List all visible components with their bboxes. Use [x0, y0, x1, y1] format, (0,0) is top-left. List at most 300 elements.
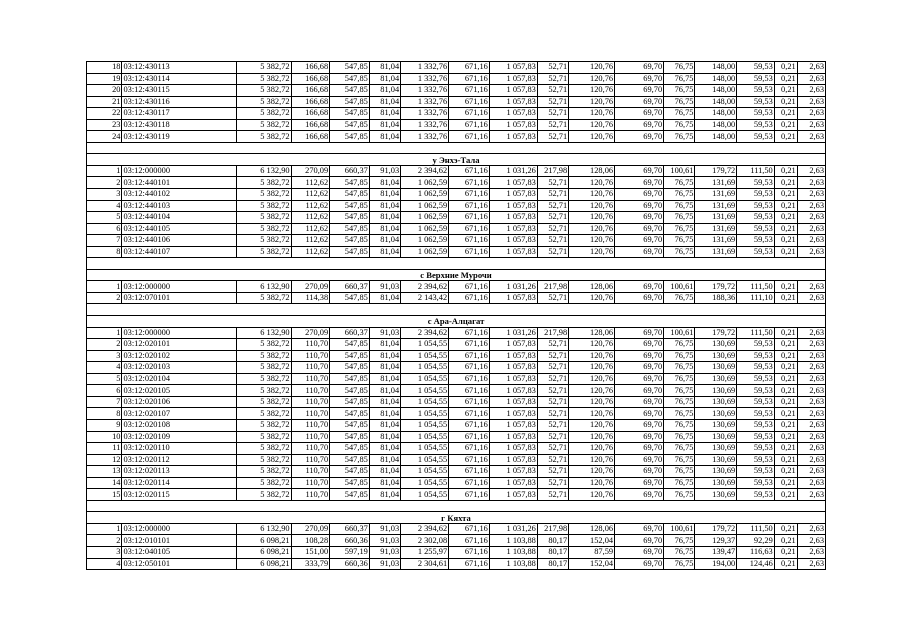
value-cell: 52,71: [537, 235, 568, 247]
value-cell: 81,04: [369, 443, 400, 455]
value-cell: 2,63: [797, 339, 825, 351]
value-cell: 671,16: [449, 131, 490, 143]
value-cell: 671,16: [449, 350, 490, 362]
value-cell: 76,75: [664, 546, 695, 558]
value-cell: 671,16: [449, 119, 490, 131]
value-cell: 0,21: [774, 546, 797, 558]
value-cell: 1 054,55: [401, 396, 449, 408]
value-cell: 76,75: [664, 443, 695, 455]
row-number-cell: 14: [87, 477, 122, 489]
value-cell: 0,21: [774, 350, 797, 362]
value-cell: 81,04: [369, 212, 400, 224]
value-cell: 120,76: [569, 189, 615, 201]
value-cell: 69,70: [615, 108, 664, 120]
value-cell: 0,21: [774, 408, 797, 420]
value-cell: 59,53: [737, 223, 775, 235]
value-cell: 5 382,72: [237, 419, 291, 431]
value-cell: 1 054,55: [401, 373, 449, 385]
value-cell: 2,63: [797, 108, 825, 120]
value-cell: 671,16: [449, 96, 490, 108]
value-cell: 69,70: [615, 454, 664, 466]
value-cell: 110,70: [291, 362, 330, 374]
value-cell: 52,71: [537, 73, 568, 85]
value-cell: 2,63: [797, 246, 825, 258]
value-cell: 76,75: [664, 96, 695, 108]
value-cell: 1 054,55: [401, 362, 449, 374]
value-cell: 81,04: [369, 466, 400, 478]
cadastral-code-cell: 03:12:020108: [122, 419, 237, 431]
value-cell: 2,63: [797, 189, 825, 201]
cadastral-code-cell: 03:12:050101: [122, 558, 237, 570]
value-cell: 69,70: [615, 419, 664, 431]
value-cell: 69,70: [615, 119, 664, 131]
value-cell: 111,50: [737, 165, 775, 177]
cadastral-code-cell: 03:12:000000: [122, 281, 237, 293]
value-cell: 1 031,26: [489, 327, 537, 339]
value-cell: 91,03: [369, 327, 400, 339]
table-row: [87, 535, 826, 547]
value-cell: 76,75: [664, 431, 695, 443]
value-cell: 1 057,83: [489, 431, 537, 443]
section-title: с Верхние Мурочи: [87, 269, 826, 281]
section-header-row: [87, 154, 826, 166]
value-cell: 69,70: [615, 477, 664, 489]
value-cell: 80,17: [537, 546, 568, 558]
spacer-cell: [87, 142, 826, 154]
value-cell: 194,00: [695, 558, 737, 570]
value-cell: 130,69: [695, 396, 737, 408]
value-cell: 671,16: [449, 535, 490, 547]
value-cell: 2 143,42: [401, 292, 449, 304]
value-cell: 76,75: [664, 350, 695, 362]
value-cell: 128,06: [569, 281, 615, 293]
value-cell: 5 382,72: [237, 96, 291, 108]
value-cell: 671,16: [449, 419, 490, 431]
value-cell: 166,68: [291, 73, 330, 85]
value-cell: 671,16: [449, 385, 490, 397]
value-cell: 0,21: [774, 212, 797, 224]
value-cell: 2,63: [797, 350, 825, 362]
value-cell: 6 132,90: [237, 327, 291, 339]
value-cell: 110,70: [291, 466, 330, 478]
value-cell: 59,53: [737, 350, 775, 362]
value-cell: 2,63: [797, 431, 825, 443]
value-cell: 110,70: [291, 454, 330, 466]
value-cell: 52,71: [537, 223, 568, 235]
value-cell: 52,71: [537, 85, 568, 97]
value-cell: 91,03: [369, 535, 400, 547]
value-cell: 112,62: [291, 223, 330, 235]
value-cell: 1 062,59: [401, 212, 449, 224]
value-cell: 148,00: [695, 85, 737, 97]
value-cell: 112,62: [291, 177, 330, 189]
value-cell: 110,70: [291, 431, 330, 443]
value-cell: 660,37: [330, 165, 370, 177]
value-cell: 81,04: [369, 454, 400, 466]
value-cell: 1 057,83: [489, 454, 537, 466]
table-row: [87, 546, 826, 558]
value-cell: 130,69: [695, 362, 737, 374]
value-cell: 130,69: [695, 477, 737, 489]
table-row: [87, 327, 826, 339]
value-cell: 660,37: [330, 523, 370, 535]
value-cell: 52,71: [537, 362, 568, 374]
value-cell: 1 057,83: [489, 200, 537, 212]
cadastral-code-cell: 03:12:010101: [122, 535, 237, 547]
value-cell: 333,79: [291, 558, 330, 570]
table-row: [87, 131, 826, 143]
value-cell: 0,21: [774, 96, 797, 108]
value-cell: 547,85: [330, 292, 370, 304]
value-cell: 1 054,55: [401, 339, 449, 351]
value-cell: 2,63: [797, 96, 825, 108]
value-cell: 2 394,62: [401, 523, 449, 535]
value-cell: 179,72: [695, 523, 737, 535]
table-row: [87, 431, 826, 443]
value-cell: 76,75: [664, 108, 695, 120]
value-cell: 69,70: [615, 523, 664, 535]
value-cell: 2,63: [797, 62, 825, 74]
value-cell: 100,61: [664, 523, 695, 535]
value-cell: 0,21: [774, 466, 797, 478]
value-cell: 69,70: [615, 62, 664, 74]
value-cell: 5 382,72: [237, 200, 291, 212]
value-cell: 1 054,55: [401, 431, 449, 443]
cadastral-code-cell: 03:12:000000: [122, 165, 237, 177]
cadastral-code-cell: 03:12:440104: [122, 212, 237, 224]
value-cell: 2,63: [797, 85, 825, 97]
value-cell: 179,72: [695, 281, 737, 293]
cadastral-code-cell: 03:12:440105: [122, 223, 237, 235]
value-cell: 59,53: [737, 200, 775, 212]
value-cell: 2,63: [797, 385, 825, 397]
table-row: [87, 96, 826, 108]
value-cell: 1 057,83: [489, 489, 537, 501]
spacer-cell: [87, 304, 826, 316]
value-cell: 76,75: [664, 385, 695, 397]
value-cell: 120,76: [569, 489, 615, 501]
value-cell: 166,68: [291, 96, 330, 108]
value-cell: 188,36: [695, 292, 737, 304]
row-number-cell: 22: [87, 108, 122, 120]
value-cell: 0,21: [774, 396, 797, 408]
value-cell: 1 054,55: [401, 385, 449, 397]
value-cell: 5 382,72: [237, 385, 291, 397]
value-cell: 129,37: [695, 535, 737, 547]
value-cell: 148,00: [695, 96, 737, 108]
table-row: [87, 419, 826, 431]
value-cell: 0,21: [774, 177, 797, 189]
table-row: [87, 454, 826, 466]
value-cell: 5 382,72: [237, 131, 291, 143]
value-cell: 69,70: [615, 466, 664, 478]
cadastral-code-cell: 03:12:440103: [122, 200, 237, 212]
value-cell: 5 382,72: [237, 85, 291, 97]
section-title: г Кяхта: [87, 512, 826, 524]
spacer-row: [87, 500, 826, 512]
value-cell: 5 382,72: [237, 246, 291, 258]
value-cell: 166,68: [291, 85, 330, 97]
value-cell: 69,70: [615, 339, 664, 351]
value-cell: 2,63: [797, 119, 825, 131]
value-cell: 671,16: [449, 362, 490, 374]
value-cell: 69,70: [615, 327, 664, 339]
value-cell: 547,85: [330, 177, 370, 189]
value-cell: 0,21: [774, 339, 797, 351]
value-cell: 131,69: [695, 235, 737, 247]
value-cell: 0,21: [774, 362, 797, 374]
value-cell: 112,62: [291, 189, 330, 201]
value-cell: 671,16: [449, 373, 490, 385]
value-cell: 76,75: [664, 339, 695, 351]
row-number-cell: 4: [87, 362, 122, 374]
value-cell: 547,85: [330, 131, 370, 143]
value-cell: 1 057,83: [489, 373, 537, 385]
value-cell: 69,70: [615, 212, 664, 224]
value-cell: 2 394,62: [401, 327, 449, 339]
value-cell: 76,75: [664, 558, 695, 570]
value-cell: 76,75: [664, 177, 695, 189]
value-cell: 148,00: [695, 73, 737, 85]
value-cell: 671,16: [449, 108, 490, 120]
value-cell: 120,76: [569, 477, 615, 489]
value-cell: 0,21: [774, 73, 797, 85]
value-cell: 114,38: [291, 292, 330, 304]
value-cell: 120,76: [569, 419, 615, 431]
value-cell: 120,76: [569, 131, 615, 143]
value-cell: 0,21: [774, 281, 797, 293]
value-cell: 59,53: [737, 408, 775, 420]
value-cell: 76,75: [664, 292, 695, 304]
value-cell: 120,76: [569, 350, 615, 362]
value-cell: 660,37: [330, 281, 370, 293]
value-cell: 1 031,26: [489, 165, 537, 177]
value-cell: 5 382,72: [237, 62, 291, 74]
cadastral-code-cell: 03:12:440102: [122, 189, 237, 201]
cadastral-code-cell: 03:12:430114: [122, 73, 237, 85]
value-cell: 0,21: [774, 523, 797, 535]
value-cell: 217,98: [537, 165, 568, 177]
value-cell: 76,75: [664, 131, 695, 143]
value-cell: 1 057,83: [489, 212, 537, 224]
value-cell: 2,63: [797, 223, 825, 235]
value-cell: 120,76: [569, 119, 615, 131]
value-cell: 52,71: [537, 108, 568, 120]
value-cell: 110,70: [291, 419, 330, 431]
cadastral-code-cell: 03:12:020103: [122, 362, 237, 374]
value-cell: 148,00: [695, 119, 737, 131]
value-cell: 76,75: [664, 373, 695, 385]
value-cell: 217,98: [537, 523, 568, 535]
value-cell: 76,75: [664, 466, 695, 478]
value-cell: 0,21: [774, 489, 797, 501]
value-cell: 120,76: [569, 246, 615, 258]
value-cell: 1 057,83: [489, 177, 537, 189]
cadastral-code-cell: 03:12:000000: [122, 327, 237, 339]
value-cell: 59,53: [737, 477, 775, 489]
value-cell: 5 382,72: [237, 408, 291, 420]
value-cell: 547,85: [330, 119, 370, 131]
row-number-cell: 2: [87, 292, 122, 304]
value-cell: 130,69: [695, 373, 737, 385]
value-cell: 0,21: [774, 477, 797, 489]
value-cell: 152,04: [569, 558, 615, 570]
value-cell: 547,85: [330, 189, 370, 201]
value-cell: 59,53: [737, 373, 775, 385]
value-cell: 76,75: [664, 85, 695, 97]
row-number-cell: 6: [87, 385, 122, 397]
value-cell: 547,85: [330, 200, 370, 212]
cadastral-code-cell: 03:12:020102: [122, 350, 237, 362]
value-cell: 671,16: [449, 62, 490, 74]
value-cell: 59,53: [737, 235, 775, 247]
value-cell: 120,76: [569, 96, 615, 108]
value-cell: 112,62: [291, 212, 330, 224]
value-cell: 52,71: [537, 177, 568, 189]
row-number-cell: 11: [87, 443, 122, 455]
table-row: [87, 235, 826, 247]
value-cell: 1 054,55: [401, 408, 449, 420]
value-cell: 671,16: [449, 327, 490, 339]
value-cell: 1 332,76: [401, 62, 449, 74]
value-cell: 110,70: [291, 477, 330, 489]
value-cell: 92,29: [737, 535, 775, 547]
value-cell: 52,71: [537, 62, 568, 74]
value-cell: 76,75: [664, 246, 695, 258]
value-cell: 52,71: [537, 477, 568, 489]
table-row: [87, 443, 826, 455]
row-number-cell: 10: [87, 431, 122, 443]
value-cell: 0,21: [774, 431, 797, 443]
value-cell: 52,71: [537, 373, 568, 385]
section-header-row: [87, 316, 826, 328]
value-cell: 130,69: [695, 339, 737, 351]
value-cell: 111,50: [737, 281, 775, 293]
row-number-cell: 5: [87, 212, 122, 224]
value-cell: 2,63: [797, 558, 825, 570]
section-header-row: [87, 269, 826, 281]
value-cell: 148,00: [695, 131, 737, 143]
value-cell: 151,00: [291, 546, 330, 558]
value-cell: 1 057,83: [489, 189, 537, 201]
value-cell: 660,37: [330, 327, 370, 339]
value-cell: 110,70: [291, 489, 330, 501]
value-cell: 81,04: [369, 350, 400, 362]
value-cell: 1 057,83: [489, 223, 537, 235]
row-number-cell: 19: [87, 73, 122, 85]
value-cell: 5 382,72: [237, 454, 291, 466]
value-cell: 76,75: [664, 408, 695, 420]
value-cell: 120,76: [569, 454, 615, 466]
value-cell: 1 054,55: [401, 477, 449, 489]
value-cell: 671,16: [449, 235, 490, 247]
value-cell: 5 382,72: [237, 177, 291, 189]
value-cell: 120,76: [569, 292, 615, 304]
value-cell: 81,04: [369, 385, 400, 397]
value-cell: 2,63: [797, 165, 825, 177]
value-cell: 1 054,55: [401, 466, 449, 478]
value-cell: 52,71: [537, 489, 568, 501]
row-number-cell: 5: [87, 373, 122, 385]
value-cell: 671,16: [449, 281, 490, 293]
value-cell: 2,63: [797, 477, 825, 489]
value-cell: 120,76: [569, 339, 615, 351]
value-cell: 76,75: [664, 477, 695, 489]
value-cell: 69,70: [615, 489, 664, 501]
value-cell: 0,21: [774, 235, 797, 247]
spacer-cell: [87, 500, 826, 512]
value-cell: 671,16: [449, 85, 490, 97]
value-cell: 81,04: [369, 419, 400, 431]
row-number-cell: 1: [87, 281, 122, 293]
value-cell: 2,63: [797, 396, 825, 408]
value-cell: 547,85: [330, 235, 370, 247]
value-cell: 5 382,72: [237, 212, 291, 224]
value-cell: 671,16: [449, 339, 490, 351]
value-cell: 2,63: [797, 443, 825, 455]
value-cell: 5 382,72: [237, 108, 291, 120]
value-cell: 52,71: [537, 396, 568, 408]
value-cell: 1 057,83: [489, 350, 537, 362]
value-cell: 110,70: [291, 339, 330, 351]
cadastral-code-cell: 03:12:020105: [122, 385, 237, 397]
value-cell: 52,71: [537, 408, 568, 420]
value-cell: 5 382,72: [237, 373, 291, 385]
value-cell: 110,70: [291, 350, 330, 362]
value-cell: 59,53: [737, 443, 775, 455]
value-cell: 547,85: [330, 223, 370, 235]
value-cell: 1 057,83: [489, 62, 537, 74]
value-cell: 120,76: [569, 85, 615, 97]
cadastral-code-cell: 03:12:020110: [122, 443, 237, 455]
value-cell: 59,53: [737, 362, 775, 374]
value-cell: 69,70: [615, 200, 664, 212]
value-cell: 547,85: [330, 73, 370, 85]
cadastral-code-cell: 03:12:020106: [122, 396, 237, 408]
value-cell: 59,53: [737, 212, 775, 224]
value-cell: 6 132,90: [237, 165, 291, 177]
value-cell: 671,16: [449, 558, 490, 570]
value-cell: 0,21: [774, 558, 797, 570]
cadastral-code-cell: 03:12:430118: [122, 119, 237, 131]
spacer-row: [87, 304, 826, 316]
cadastral-code-cell: 03:12:020107: [122, 408, 237, 420]
value-cell: 2,63: [797, 489, 825, 501]
value-cell: 2,63: [797, 235, 825, 247]
cadastral-code-cell: 03:12:040105: [122, 546, 237, 558]
value-cell: 59,53: [737, 119, 775, 131]
value-cell: 1 332,76: [401, 96, 449, 108]
row-number-cell: 13: [87, 466, 122, 478]
value-cell: 110,70: [291, 385, 330, 397]
row-number-cell: 3: [87, 546, 122, 558]
value-cell: 547,85: [330, 454, 370, 466]
value-cell: 59,53: [737, 131, 775, 143]
value-cell: 120,76: [569, 212, 615, 224]
value-cell: 2,63: [797, 177, 825, 189]
value-cell: 0,21: [774, 131, 797, 143]
value-cell: 69,70: [615, 177, 664, 189]
value-cell: 69,70: [615, 189, 664, 201]
value-cell: 80,17: [537, 535, 568, 547]
value-cell: 52,71: [537, 189, 568, 201]
row-number-cell: 3: [87, 350, 122, 362]
row-number-cell: 12: [87, 454, 122, 466]
value-cell: 81,04: [369, 292, 400, 304]
value-cell: 2,63: [797, 131, 825, 143]
value-cell: 0,21: [774, 119, 797, 131]
value-cell: 52,71: [537, 200, 568, 212]
